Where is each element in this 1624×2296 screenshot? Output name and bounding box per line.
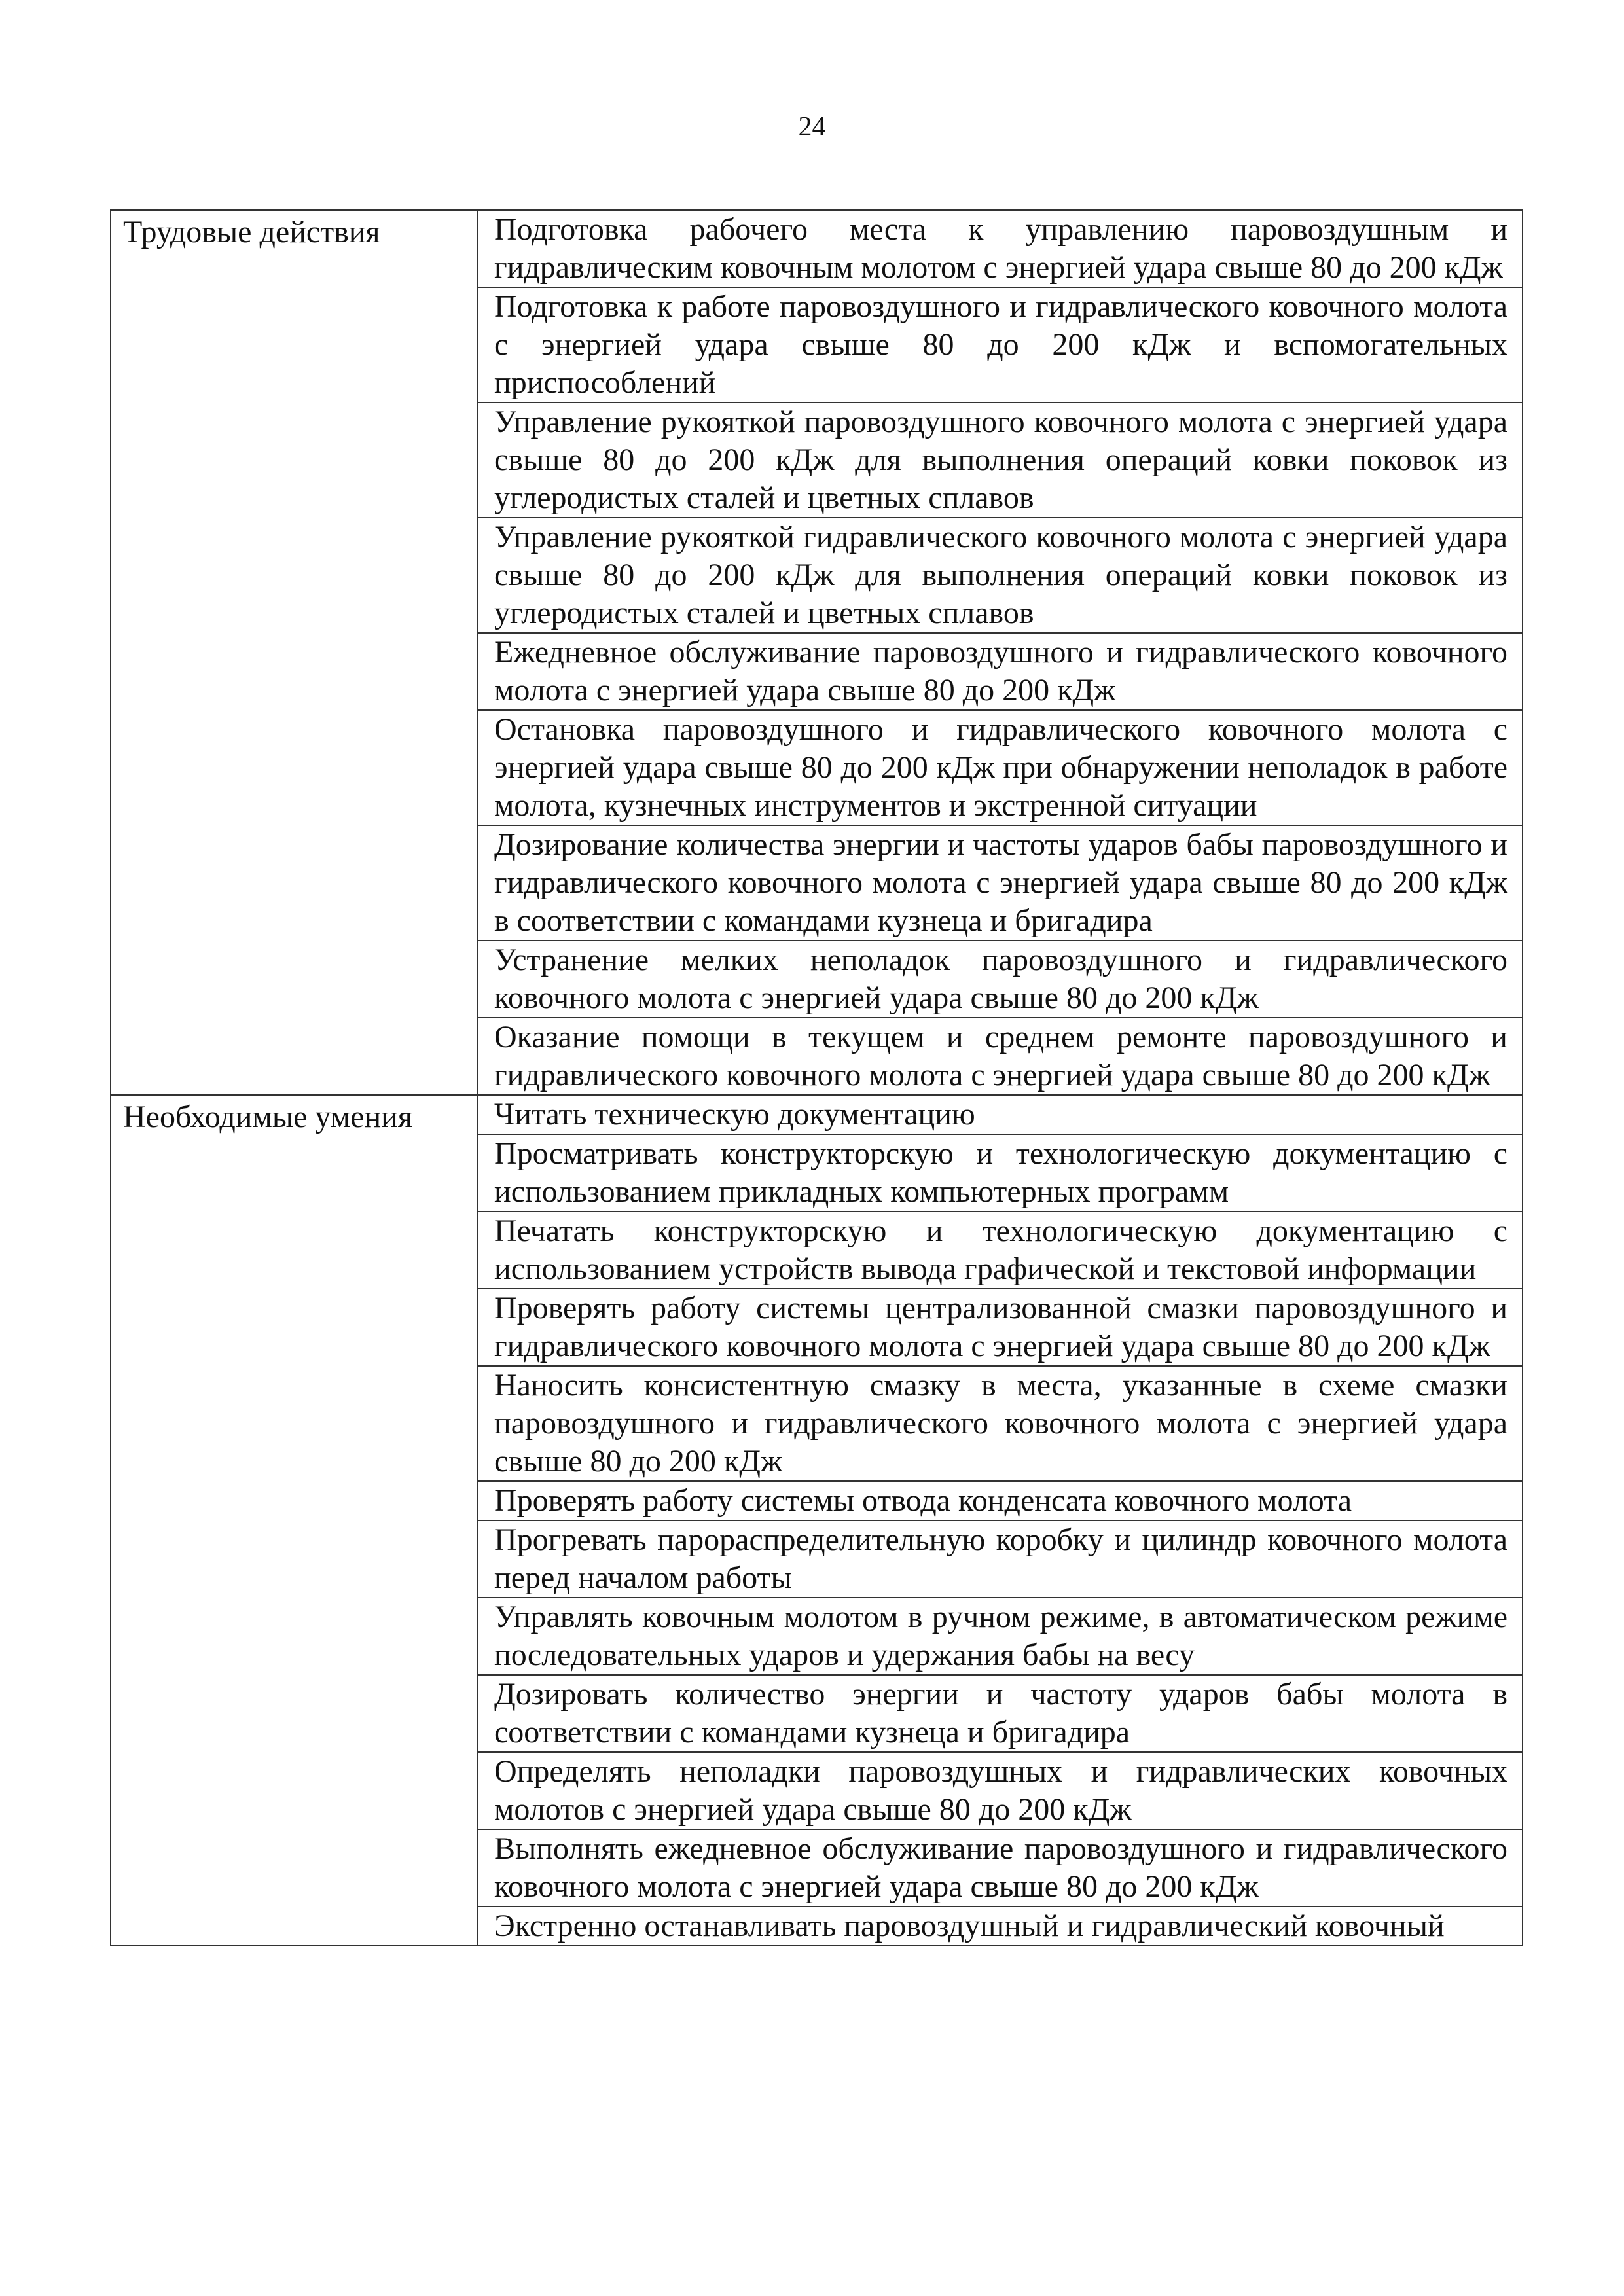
item-text: Наносить консистентную смазку в места, указанные в схеме смазки паровоздушного и гидравлического ковочного молота с энергией удара свыше 80 до 200 кДж — [494, 1368, 1507, 1479]
table-cell — [478, 1366, 1523, 1481]
table-cell — [478, 1907, 1523, 1946]
item-text: Остановка паровоздушного и гидравлического ковочного молота с энергией удара свыше 80 до 200 кДж при обнаружении неполадок в работе молота, кузнечных инструментов и экстренной ситуации — [494, 712, 1507, 823]
item-text: Читать техническую документацию — [494, 1097, 975, 1132]
table-cell — [478, 403, 1523, 518]
table-cell — [478, 633, 1523, 710]
table-cell — [478, 1675, 1523, 1752]
table-row — [111, 1095, 1523, 1134]
table-row — [111, 210, 1523, 287]
table-cell — [478, 1481, 1523, 1520]
item-text: Просматривать конструкторскую и технологическую документацию с использованием прикладных компьютерных программ — [494, 1136, 1507, 1209]
section-label: Трудовые действия — [111, 210, 478, 1095]
table-cell — [478, 1829, 1523, 1907]
table-cell — [478, 210, 1523, 287]
item-text: Проверять работу системы централизованной смазки паровоздушного и гидравлического ковочного молота с энергией удара свыше 80 до 200 кДж — [494, 1291, 1507, 1363]
table-cell — [478, 518, 1523, 633]
item-text: Подготовка рабочего места к управлению паровоздушным и гидравлическим ковочным молотом с энергией удара свыше 80 до 200 кДж — [494, 212, 1507, 285]
section-label: Необходимые умения — [111, 1095, 478, 1946]
item-text: Дозировать количество энергии и частоту ударов бабы молота в соответствии с командами кузнеца и бригадира — [494, 1677, 1507, 1749]
item-text: Проверять работу системы отвода конденсата ковочного молота — [494, 1483, 1352, 1518]
table-cell — [478, 941, 1523, 1018]
table-cell — [478, 710, 1523, 825]
item-text: Управление рукояткой гидравлического ковочного молота с энергией удара свыше 80 до 200 кДж для выполнения операций ковки поковок из углеродистых сталей и цветных сплавов — [494, 520, 1507, 630]
item-text: Подготовка к работе паровоздушного и гидравлического ковочного молота с энергией удара свыше 80 до 200 кДж и вспомогательных приспособлений — [494, 289, 1507, 400]
table-cell — [478, 1095, 1523, 1134]
item-text: Управлять ковочным молотом в ручном режиме, в автоматическом режиме последовательных ударов и удержания бабы на весу — [494, 1600, 1507, 1672]
table-cell — [478, 287, 1523, 403]
page-number: 24 — [798, 112, 826, 142]
table-cell — [478, 1134, 1523, 1211]
item-text: Управление рукояткой паровоздушного ковочного молота с энергией удара свыше 80 до 200 кДж для выполнения операций ковки поковок из углеродистых сталей и цветных сплавов — [494, 404, 1507, 515]
table-cell — [478, 1520, 1523, 1598]
item-text: Экстренно останавливать паровоздушный и гидравлический ковочный — [494, 1909, 1445, 1943]
item-text: Прогревать парораспределительную коробку и цилиндр ковочного молота перед началом работы — [494, 1522, 1507, 1595]
competency-table — [110, 209, 1523, 1946]
table-cell — [478, 1018, 1523, 1095]
item-text: Выполнять ежедневное обслуживание паровоздушного и гидравлического ковочного молота с энергией удара свыше 80 до 200 кДж — [494, 1831, 1507, 1904]
table-cell — [478, 1289, 1523, 1366]
item-text: Ежедневное обслуживание паровоздушного и гидравлического ковочного молота с энергией удара свыше 80 до 200 кДж — [494, 635, 1507, 708]
table-cell — [478, 825, 1523, 941]
item-text: Определять неполадки паровоздушных и гидравлических ковочных молотов с энергией удара свыше 80 до 200 кДж — [494, 1754, 1507, 1827]
table-cell — [478, 1598, 1523, 1675]
item-text: Печатать конструкторскую и технологическую документацию с использованием устройств вывода графической и текстовой информации — [494, 1213, 1507, 1286]
item-text: Дозирование количества энергии и частоты ударов бабы паровоздушного и гидравлического ковочного молота с энергией удара свыше 80 до 200 кДж в соответствии с командами кузнеца и бригадира — [494, 827, 1507, 938]
table-cell — [478, 1752, 1523, 1829]
item-text: Устранение мелких неполадок паровоздушного и гидравлического ковочного молота с энергией удара свыше 80 до 200 кДж — [494, 942, 1507, 1015]
table-cell — [478, 1211, 1523, 1289]
item-text: Оказание помощи в текущем и среднем ремонте паровоздушного и гидравлического ковочного молота с энергией удара свыше 80 до 200 кДж — [494, 1020, 1507, 1092]
